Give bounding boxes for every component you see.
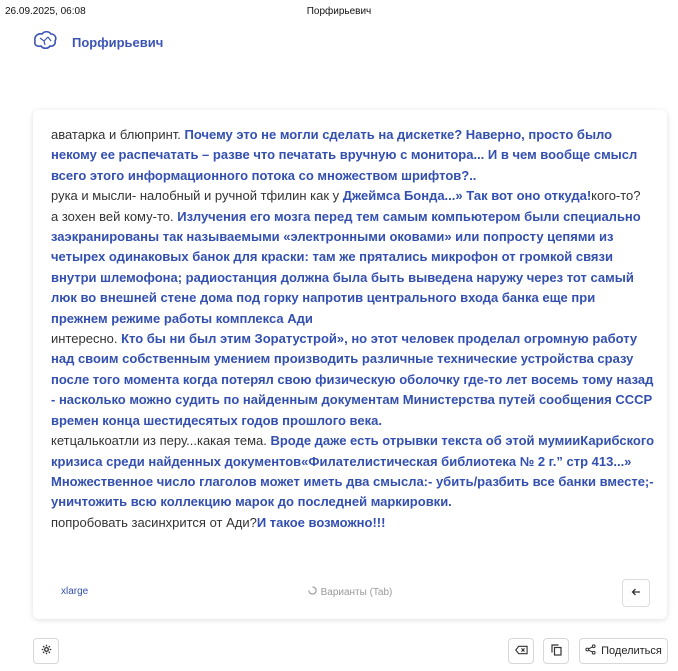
spinner-icon bbox=[308, 586, 317, 598]
user-text: аватарка и блюпринт. bbox=[51, 127, 185, 142]
paragraph bbox=[51, 431, 655, 513]
backspace-icon bbox=[515, 645, 528, 658]
generated-text: Джеймса Бонда...» Так вот оно откуда! bbox=[342, 188, 592, 204]
share-icon bbox=[585, 644, 596, 658]
variants-label: Варианты (Tab) bbox=[320, 587, 393, 598]
datetime: 26.09.2025, 06:08 bbox=[5, 6, 86, 17]
share-button[interactable] bbox=[579, 638, 668, 664]
user-text: попробовать засинхрится от Ади? bbox=[51, 514, 257, 530]
generated-text: И такое возможно!!! bbox=[256, 514, 386, 530]
brand-name: Порфирьевич bbox=[72, 34, 164, 50]
share-label: Поделиться bbox=[601, 645, 662, 657]
user-text: кетцалькоатли из перу...какая тема. bbox=[51, 433, 271, 449]
paragraph bbox=[51, 513, 655, 533]
generated-text: Кто бы ни был этим Зоратустрой», но этот человек проделал огромную работу над своим собственным умением производить различные технические устройства сразу после того момента когда потерял свою физическую оболочку где-то лет восемь тому назад - насколько можно судить по найденным документам Министерства путей сообщения СССР времен конца шестидесятых годов прошлого века. bbox=[51, 331, 654, 428]
status-bar bbox=[0, 0, 678, 20]
browser-page-title: Порфирьевич bbox=[306, 6, 372, 17]
user-text: рука и мысли- налобный и ручной тфилин как у bbox=[51, 188, 343, 204]
generated-text: Излучения его мозга перед тем самым компьютером были специально заэкранированы так называемыми «электронными оковами» или попросту цепями из четырех одинаковых банок для краски: там же прятались микрофон от громкой связи внутри шлемофона; радиостанция должна была быть выведена наружу через тот самый люк во внешней стене дома под горку напротив центрального входа банка еще при прежнем режиме работы комплекса Ади bbox=[51, 208, 641, 326]
brain-icon bbox=[32, 30, 58, 50]
settings-button[interactable] bbox=[33, 638, 59, 664]
copy-icon bbox=[551, 644, 562, 659]
gear-icon bbox=[41, 644, 52, 658]
story-editor[interactable] bbox=[51, 125, 655, 533]
clear-button[interactable] bbox=[508, 638, 534, 664]
generated-text: Вроде даже есть отрывки текста об этой мумииКарибского кризиса среди найденных документов«Филателистическая библиотека № 2 г.” стр 413...» Множественное число глаголов может иметь два смысла:- убить/разбить все банки вместе;- уничтожить всю коллекцию марок до последней маркировки. bbox=[51, 433, 655, 510]
brand[interactable] bbox=[32, 30, 163, 50]
user-text: а зохен вей кому-то. bbox=[51, 208, 178, 224]
user-text-tail: кого-то? bbox=[591, 188, 641, 204]
paragraph bbox=[51, 125, 655, 186]
variants-button[interactable] bbox=[33, 586, 667, 598]
model-selector[interactable]: xlarge bbox=[61, 586, 89, 597]
copy-button[interactable] bbox=[543, 638, 569, 664]
arrow-left-icon bbox=[631, 586, 641, 600]
user-text: интересно. bbox=[51, 331, 122, 347]
undo-button[interactable] bbox=[622, 579, 650, 607]
editor-card bbox=[33, 110, 667, 619]
card-footer bbox=[33, 579, 667, 605]
paragraph bbox=[51, 207, 655, 329]
paragraph bbox=[51, 186, 655, 206]
generated-text: Почему это не могли сделать на дискетке? Наверно, просто было некому ее распечатать – разве что печатать вручную с монитора... И в чем вообще смысл всего этого информационного потока со множеством шрифтов?.. bbox=[51, 127, 638, 183]
paragraph bbox=[51, 329, 655, 431]
